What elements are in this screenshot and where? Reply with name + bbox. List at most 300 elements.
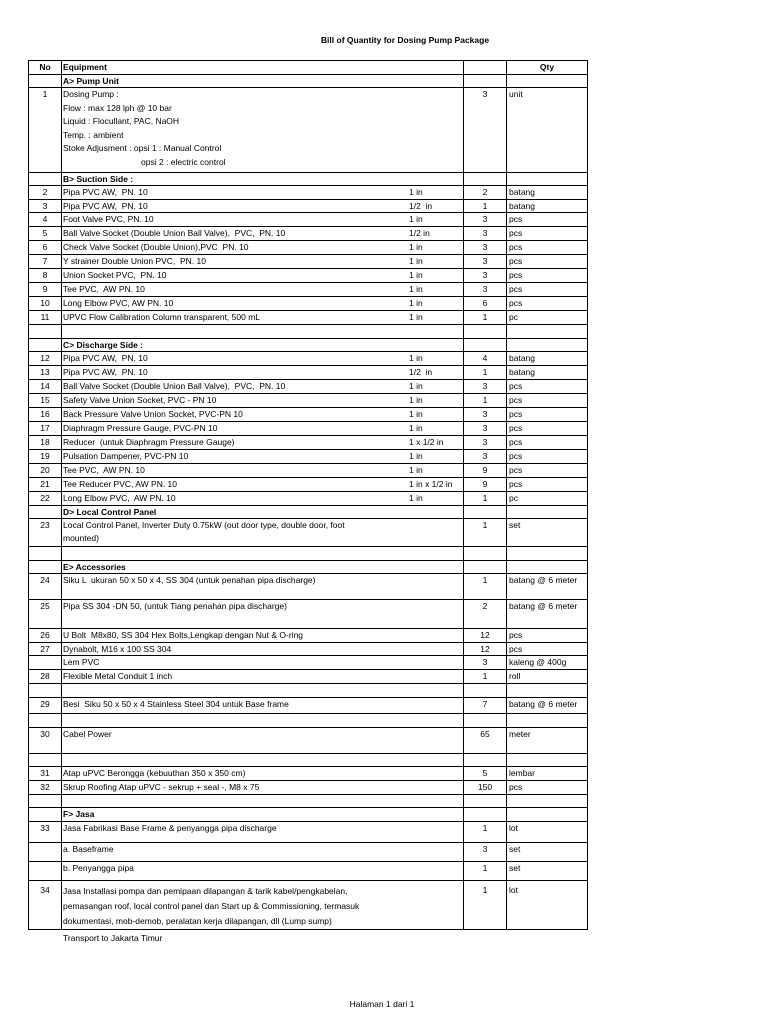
item-unit bbox=[506, 339, 588, 351]
equipment-line: mounted) bbox=[63, 533, 99, 543]
equipment-line: Long Elbow PVC, AW PN. 10 bbox=[63, 298, 174, 308]
item-equipment bbox=[61, 88, 463, 172]
equipment-line: Safety Valve Union Socket, PVC - PN 10 bbox=[63, 395, 217, 405]
item-no: 1 bbox=[28, 88, 61, 172]
header-qty-number bbox=[463, 61, 506, 74]
item-no: 21 bbox=[28, 478, 61, 491]
item-unit: batang @ 6 meter bbox=[506, 698, 588, 713]
item-size: 1 x 1/2 in bbox=[409, 437, 444, 447]
item-unit: pcs bbox=[506, 241, 588, 254]
equipment-line: Tee Reducer PVC, AW PN. 10 bbox=[63, 479, 178, 489]
item-equipment bbox=[61, 366, 463, 379]
equipment-line: Dynabolt, M16 x 100 SS 304 bbox=[63, 644, 172, 654]
item-no: 30 bbox=[28, 728, 61, 753]
header-equipment: Equipment bbox=[61, 61, 463, 74]
table-row bbox=[28, 518, 588, 546]
item-no: 5 bbox=[28, 227, 61, 240]
item-qty bbox=[463, 325, 506, 338]
table-row bbox=[28, 599, 588, 628]
item-no: 6 bbox=[28, 241, 61, 254]
section-title: E> Accessories bbox=[61, 561, 463, 573]
item-no bbox=[28, 795, 61, 807]
table-row bbox=[28, 407, 588, 421]
section-row bbox=[28, 172, 588, 185]
table-row bbox=[28, 655, 588, 669]
item-qty: 3 bbox=[463, 380, 506, 393]
table-row bbox=[28, 240, 588, 254]
equipment-line: Diaphragm Pressure Gauge, PVC-PN 10 bbox=[63, 423, 218, 433]
table-row bbox=[28, 727, 588, 753]
table-row bbox=[28, 463, 588, 477]
item-qty: 3 bbox=[463, 408, 506, 421]
item-equipment bbox=[61, 600, 463, 628]
item-equipment bbox=[61, 862, 463, 880]
item-qty: 3 bbox=[463, 213, 506, 226]
item-unit: pcs bbox=[506, 478, 588, 491]
item-qty: 1 bbox=[463, 862, 506, 880]
item-qty bbox=[463, 561, 506, 573]
table-row bbox=[28, 379, 588, 393]
equipment-line: Pipa PVC AW, PN. 10 bbox=[63, 201, 148, 211]
item-no: 25 bbox=[28, 600, 61, 628]
item-equipment bbox=[61, 450, 463, 463]
header-qty: Qty bbox=[506, 61, 588, 74]
item-no: 32 bbox=[28, 781, 61, 794]
equipment-line: Pipa PVC AW, PN. 10 bbox=[63, 187, 148, 197]
item-qty: 6 bbox=[463, 297, 506, 310]
section-row bbox=[28, 807, 588, 821]
item-unit bbox=[506, 808, 588, 821]
table-row bbox=[28, 435, 588, 449]
equipment-line: Jasa Fabrikasi Base Frame & penyangga pipa discharge bbox=[63, 823, 277, 833]
item-qty bbox=[463, 795, 506, 807]
equipment-line: Flexible Metal Conduit 1 inch bbox=[63, 671, 173, 681]
item-equipment bbox=[61, 394, 463, 407]
item-qty: 3 bbox=[463, 227, 506, 240]
item-size: 1 in x 1/2 in bbox=[409, 479, 453, 489]
item-qty: 1 bbox=[463, 311, 506, 324]
item-size: 1/2 in bbox=[409, 367, 433, 377]
item-unit bbox=[506, 325, 588, 338]
item-no bbox=[28, 75, 61, 87]
item-unit: pcs bbox=[506, 781, 588, 794]
item-no: 9 bbox=[28, 283, 61, 296]
item-qty bbox=[463, 173, 506, 185]
table-row bbox=[28, 421, 588, 435]
item-qty bbox=[463, 339, 506, 351]
equipment-line: Besi Siku 50 x 50 x 4 Stainless Steel 304 untuk Base frame bbox=[63, 699, 289, 709]
section-row bbox=[28, 74, 588, 87]
item-no bbox=[28, 656, 61, 669]
table-row bbox=[28, 628, 588, 642]
equipment-line: Stoke Adjusment : opsi 1 : Manual Control bbox=[63, 143, 222, 153]
item-no bbox=[28, 173, 61, 185]
equipment-line: Cabel Power bbox=[63, 729, 112, 739]
item-unit: pc bbox=[506, 311, 588, 324]
section-title: F> Jasa bbox=[61, 808, 463, 821]
table-row bbox=[28, 842, 588, 861]
item-equipment bbox=[61, 656, 463, 669]
equipment-line: UPVC Flow Calibration Column transparent, 500 mL bbox=[63, 312, 261, 322]
item-size: 1 in bbox=[409, 242, 423, 252]
item-unit: pcs bbox=[506, 408, 588, 421]
table-row bbox=[28, 766, 588, 780]
blank-row bbox=[28, 683, 588, 697]
table-row bbox=[28, 351, 588, 365]
item-equipment bbox=[61, 408, 463, 421]
item-qty: 3 bbox=[463, 255, 506, 268]
table-row bbox=[28, 254, 588, 268]
equipment-line: dokumentasi, mob-demob, peralatan kerja dilapangan, dll (Lump sump) bbox=[63, 916, 332, 926]
section-row bbox=[28, 505, 588, 518]
item-unit: unit bbox=[506, 88, 588, 172]
equipment-line: Reducer (untuk Diaphragm Pressure Gauge) bbox=[63, 437, 235, 447]
item-unit bbox=[506, 754, 588, 766]
item-size: 1 in bbox=[409, 214, 423, 224]
item-unit: batang @ 6 meter bbox=[506, 600, 588, 628]
item-size: 1 in bbox=[409, 409, 423, 419]
item-no: 4 bbox=[28, 213, 61, 226]
item-equipment bbox=[61, 492, 463, 505]
transport-note: Transport to Jakarta Timur bbox=[63, 933, 163, 943]
item-equipment bbox=[61, 297, 463, 310]
table-row bbox=[28, 861, 588, 880]
item-size: 1 in bbox=[409, 423, 423, 433]
item-qty: 1 bbox=[463, 394, 506, 407]
item-equipment bbox=[61, 422, 463, 435]
item-unit: pcs bbox=[506, 255, 588, 268]
table-row bbox=[28, 880, 588, 930]
item-qty: 12 bbox=[463, 643, 506, 655]
item-qty: 7 bbox=[463, 698, 506, 713]
item-unit: pcs bbox=[506, 629, 588, 642]
section-title: B> Suction Side : bbox=[61, 173, 463, 185]
item-no: 31 bbox=[28, 767, 61, 780]
item-unit: pcs bbox=[506, 283, 588, 296]
item-no: 18 bbox=[28, 436, 61, 449]
equipment-line: Lem PVC bbox=[63, 657, 100, 667]
item-equipment bbox=[61, 269, 463, 282]
item-equipment bbox=[61, 881, 463, 929]
item-size: 1 in bbox=[409, 381, 423, 391]
item-no: 8 bbox=[28, 269, 61, 282]
item-equipment bbox=[61, 643, 463, 655]
item-equipment bbox=[61, 255, 463, 268]
item-no: 33 bbox=[28, 822, 61, 842]
item-no bbox=[28, 808, 61, 821]
bill-of-quantity-table bbox=[28, 60, 588, 930]
item-qty: 1 bbox=[463, 492, 506, 505]
table-row bbox=[28, 226, 588, 240]
section-row bbox=[28, 560, 588, 573]
item-unit bbox=[506, 795, 588, 807]
item-unit: pcs bbox=[506, 643, 588, 655]
item-no: 16 bbox=[28, 408, 61, 421]
equipment-line: Flow : max 128 lph @ 10 bar bbox=[63, 102, 172, 113]
item-qty: 3 bbox=[463, 283, 506, 296]
table-row bbox=[28, 821, 588, 842]
item-no bbox=[28, 325, 61, 338]
item-unit: batang bbox=[506, 366, 588, 379]
item-qty: 3 bbox=[463, 422, 506, 435]
item-size: 1 in bbox=[409, 256, 423, 266]
item-qty: 3 bbox=[463, 843, 506, 861]
item-equipment bbox=[61, 311, 463, 324]
item-unit: batang bbox=[506, 352, 588, 365]
item-equipment bbox=[61, 213, 463, 226]
equipment-line: Long Elbow PVC, AW PN. 10 bbox=[63, 493, 176, 503]
item-unit: batang @ 6 meter bbox=[506, 574, 588, 599]
item-equipment bbox=[61, 547, 463, 560]
item-no: 23 bbox=[28, 519, 61, 546]
item-no bbox=[28, 714, 61, 727]
item-equipment bbox=[61, 629, 463, 642]
item-size: 1 in bbox=[409, 353, 423, 363]
item-no: 28 bbox=[28, 670, 61, 683]
item-equipment bbox=[61, 283, 463, 296]
item-equipment bbox=[61, 352, 463, 365]
item-qty: 1 bbox=[463, 574, 506, 599]
item-size: 1 in bbox=[409, 395, 423, 405]
item-unit: pcs bbox=[506, 464, 588, 477]
equipment-line: opsi 2 : electric control bbox=[141, 156, 226, 167]
item-size: 1 in bbox=[409, 187, 423, 197]
item-no bbox=[28, 843, 61, 861]
equipment-line: Atap uPVC Berongga (kebuuthan 350 x 350 cm) bbox=[63, 768, 246, 778]
equipment-line: Foot Valve PVC, PN. 10 bbox=[63, 214, 154, 224]
item-unit bbox=[506, 684, 588, 697]
blank-row bbox=[28, 546, 588, 560]
equipment-line: pemasangan roof, local control panel dan Start up & Commissioning, termasuk bbox=[63, 901, 360, 911]
item-equipment bbox=[61, 698, 463, 713]
item-unit bbox=[506, 75, 588, 87]
item-no: 10 bbox=[28, 297, 61, 310]
item-no: 3 bbox=[28, 200, 61, 212]
item-qty bbox=[463, 506, 506, 518]
item-unit bbox=[506, 506, 588, 518]
equipment-line: Pipa SS 304 -DN 50, (untuk Tiang penahan pipa discharge) bbox=[63, 601, 287, 611]
item-qty bbox=[463, 547, 506, 560]
blank-row bbox=[28, 753, 588, 766]
equipment-line: Tee PVC, AW PN. 10 bbox=[63, 465, 145, 475]
item-equipment bbox=[61, 186, 463, 199]
item-no: 2 bbox=[28, 186, 61, 199]
table-row bbox=[28, 296, 588, 310]
item-unit: pcs bbox=[506, 422, 588, 435]
item-unit: lot bbox=[506, 822, 588, 842]
item-equipment bbox=[61, 684, 463, 697]
item-qty: 3 bbox=[463, 656, 506, 669]
table-row bbox=[28, 477, 588, 491]
blank-row bbox=[28, 324, 588, 338]
equipment-line: Back Pressure Valve Union Socket, PVC-PN 10 bbox=[63, 409, 243, 419]
item-qty: 9 bbox=[463, 464, 506, 477]
item-size: 1 in bbox=[409, 312, 423, 322]
table-row bbox=[28, 642, 588, 655]
equipment-line: Pulsation Dampener, PVC-PN 10 bbox=[63, 451, 189, 461]
item-no: 34 bbox=[28, 881, 61, 929]
table-row bbox=[28, 491, 588, 505]
section-title: A> Pump Unit bbox=[61, 75, 463, 87]
item-no bbox=[28, 547, 61, 560]
item-no: 15 bbox=[28, 394, 61, 407]
table-row bbox=[28, 780, 588, 794]
equipment-line: Y strainer Double Union PVC, PN. 10 bbox=[63, 256, 206, 266]
item-qty: 3 bbox=[463, 88, 506, 172]
item-qty: 2 bbox=[463, 186, 506, 199]
blank-row bbox=[28, 713, 588, 727]
item-equipment bbox=[61, 380, 463, 393]
item-qty: 3 bbox=[463, 269, 506, 282]
table-row bbox=[28, 87, 588, 172]
item-equipment bbox=[61, 574, 463, 599]
table-row bbox=[28, 365, 588, 379]
item-unit bbox=[506, 561, 588, 573]
item-qty: 2 bbox=[463, 600, 506, 628]
item-qty bbox=[463, 714, 506, 727]
equipment-line: Liquid : Flocullant, PAC, NaOH bbox=[63, 116, 180, 126]
item-qty bbox=[463, 808, 506, 821]
item-size: 1 in bbox=[409, 284, 423, 294]
item-equipment bbox=[61, 728, 463, 753]
item-no: 14 bbox=[28, 380, 61, 393]
item-equipment bbox=[61, 436, 463, 449]
equipment-line: Check Valve Socket (Double Union),PVC PN. 10 bbox=[63, 242, 249, 252]
equipment-line: Dosing Pump : bbox=[63, 89, 119, 99]
table-row bbox=[28, 669, 588, 683]
item-equipment bbox=[61, 227, 463, 240]
item-no bbox=[28, 506, 61, 518]
item-equipment bbox=[61, 670, 463, 683]
item-unit: lot bbox=[506, 881, 588, 929]
item-unit bbox=[506, 714, 588, 727]
item-no bbox=[28, 754, 61, 766]
table-row bbox=[28, 212, 588, 226]
table-row bbox=[28, 282, 588, 296]
item-qty: 1 bbox=[463, 519, 506, 546]
item-size: 1 in bbox=[409, 493, 423, 503]
item-unit: pcs bbox=[506, 269, 588, 282]
item-qty: 3 bbox=[463, 450, 506, 463]
item-qty: 150 bbox=[463, 781, 506, 794]
item-no: 27 bbox=[28, 643, 61, 655]
equipment-line: Jasa Installasi pompa dan pemipaan dilapangan & tarik kabel/pengkabelan, bbox=[63, 886, 348, 896]
item-equipment bbox=[61, 781, 463, 794]
item-equipment bbox=[61, 754, 463, 766]
section-title: C> Discharge Side : bbox=[61, 339, 463, 351]
item-qty: 1 bbox=[463, 881, 506, 929]
item-qty: 1 bbox=[463, 366, 506, 379]
equipment-line: Ball Valve Socket (Double Union Ball Valve), PVC, PN. 10 bbox=[63, 228, 286, 238]
section-row bbox=[28, 338, 588, 351]
item-equipment bbox=[61, 325, 463, 338]
item-equipment bbox=[61, 519, 463, 546]
item-unit: set bbox=[506, 519, 588, 546]
item-qty: 3 bbox=[463, 241, 506, 254]
equipment-line: a. Baseframe bbox=[63, 844, 114, 854]
item-unit: roll bbox=[506, 670, 588, 683]
item-equipment bbox=[61, 714, 463, 727]
item-equipment bbox=[61, 795, 463, 807]
item-equipment bbox=[61, 241, 463, 254]
item-qty bbox=[463, 75, 506, 87]
item-no: 17 bbox=[28, 422, 61, 435]
equipment-line: Union Socket PVC, PN. 10 bbox=[63, 270, 167, 280]
item-no bbox=[28, 862, 61, 880]
item-unit: pcs bbox=[506, 213, 588, 226]
item-no bbox=[28, 684, 61, 697]
item-qty: 1 bbox=[463, 822, 506, 842]
item-qty bbox=[463, 754, 506, 766]
item-unit: meter bbox=[506, 728, 588, 753]
item-size: 1 in bbox=[409, 298, 423, 308]
item-unit: kaleng @ 400g bbox=[506, 656, 588, 669]
page-title: Bill of Quantity for Dosing Pump Package bbox=[320, 35, 490, 45]
item-no bbox=[28, 561, 61, 573]
item-qty: 3 bbox=[463, 436, 506, 449]
item-qty bbox=[463, 684, 506, 697]
item-unit: batang bbox=[506, 200, 588, 212]
equipment-line: U Bolt M8x80, SS 304 Hex Bolts,Lengkap dengan Nut & O-ring bbox=[63, 630, 304, 640]
item-no: 12 bbox=[28, 352, 61, 365]
table-row bbox=[28, 310, 588, 324]
table-row bbox=[28, 268, 588, 282]
item-unit: pcs bbox=[506, 380, 588, 393]
item-unit: set bbox=[506, 862, 588, 880]
table-row bbox=[28, 449, 588, 463]
item-qty: 1 bbox=[463, 670, 506, 683]
item-no: 29 bbox=[28, 698, 61, 713]
item-unit: pcs bbox=[506, 436, 588, 449]
item-size: 1 in bbox=[409, 270, 423, 280]
item-unit bbox=[506, 173, 588, 185]
item-no: 13 bbox=[28, 366, 61, 379]
item-unit bbox=[506, 547, 588, 560]
item-unit: pcs bbox=[506, 297, 588, 310]
item-qty: 9 bbox=[463, 478, 506, 491]
item-unit: lembar bbox=[506, 767, 588, 780]
item-unit: pcs bbox=[506, 394, 588, 407]
item-qty: 5 bbox=[463, 767, 506, 780]
equipment-line: Ball Valve Socket (Double Union Ball Valve), PVC, PN. 10 bbox=[63, 381, 286, 391]
item-no bbox=[28, 339, 61, 351]
equipment-line: Temp. : ambient bbox=[63, 129, 124, 140]
item-no: 7 bbox=[28, 255, 61, 268]
item-qty: 4 bbox=[463, 352, 506, 365]
table-header bbox=[28, 60, 588, 74]
table-row bbox=[28, 185, 588, 199]
blank-row bbox=[28, 794, 588, 807]
item-unit: batang bbox=[506, 186, 588, 199]
equipment-line: Tee PVC, AW PN. 10 bbox=[63, 284, 145, 294]
item-equipment bbox=[61, 464, 463, 477]
item-qty: 65 bbox=[463, 728, 506, 753]
item-qty: 1 bbox=[463, 200, 506, 212]
item-equipment bbox=[61, 843, 463, 861]
item-size: 1 in bbox=[409, 465, 423, 475]
header-no: No bbox=[28, 61, 61, 74]
item-no: 19 bbox=[28, 450, 61, 463]
table-row bbox=[28, 199, 588, 212]
equipment-line: Pipa PVC AW, PN. 10 bbox=[63, 353, 148, 363]
table-row bbox=[28, 393, 588, 407]
equipment-line: Local Control Panel, Inverter Duty 0.75kW (out door type, double door, foot bbox=[63, 520, 345, 530]
item-no: 26 bbox=[28, 629, 61, 642]
section-title: D> Local Control Panel bbox=[61, 506, 463, 518]
item-no: 11 bbox=[28, 311, 61, 324]
page-footer: Halaman 1 dari 1 bbox=[349, 999, 415, 1009]
item-unit: pcs bbox=[506, 227, 588, 240]
